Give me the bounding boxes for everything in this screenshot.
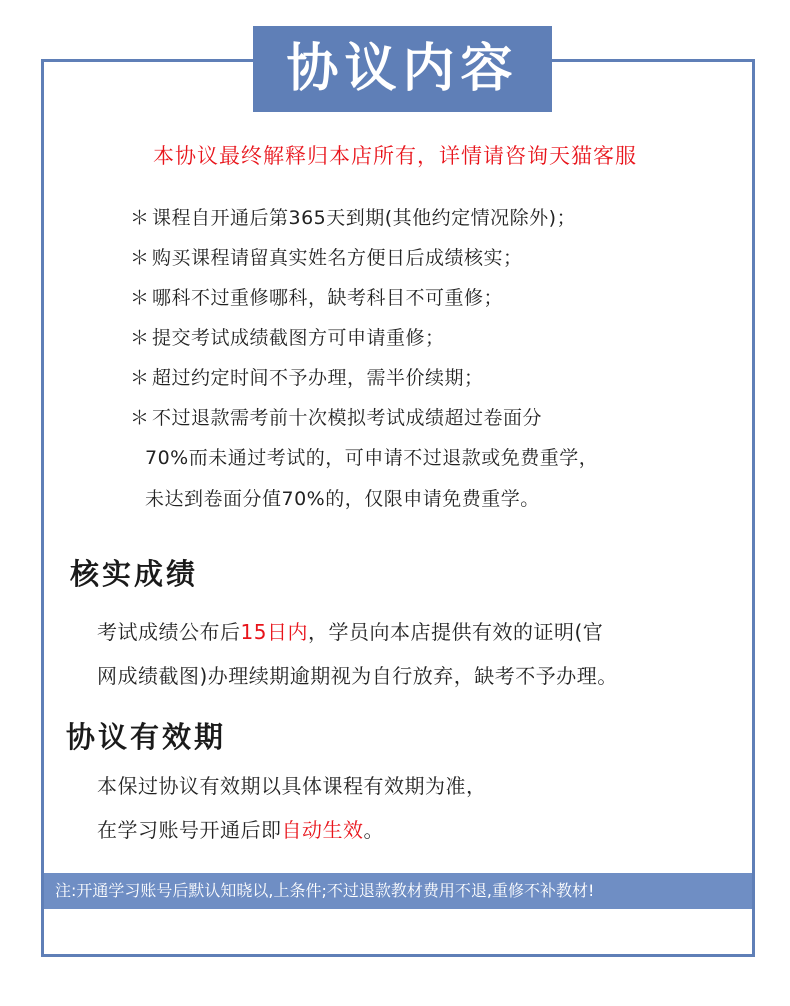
verify-line-1: 考试成绩公布后15日内，学员向本店提供有效的证明(官 xyxy=(97,620,604,644)
validity-line-2: 在学习账号开通后即自动生效。 xyxy=(97,818,384,842)
list-item xyxy=(130,358,598,398)
term-text: 超过约定时间不予办理，需半价续期； xyxy=(152,367,484,389)
term-continuation: 70%而未通过考试的，可申请不过退款或免费重学， xyxy=(145,447,599,469)
verify-paragraph xyxy=(97,610,618,698)
validity-line-1: 本保过协议有效期以具体课程有效期为准， xyxy=(97,774,487,798)
asterisk-icon: ＊ xyxy=(130,327,150,349)
verify-line-2: 网成绩截图)办理续期逾期视为自行放弃，缺考不予办理。 xyxy=(97,664,618,688)
list-item xyxy=(130,238,598,278)
asterisk-icon: ＊ xyxy=(130,247,150,269)
list-item xyxy=(130,198,598,238)
term-text: 购买课程请留真实姓名方便日后成绩核实； xyxy=(152,247,523,269)
term-text: 不过退款需考前十次模拟考试成绩超过卷面分 xyxy=(152,407,543,429)
list-item xyxy=(130,398,598,438)
footer-note: 注:开通学习账号后默认知晓以,上条件;不过退款教材费用不退,重修不补教材! xyxy=(44,873,752,909)
validity-section-title: 协议有效期 xyxy=(66,720,227,754)
verify-section-title: 核实成绩 xyxy=(70,557,199,591)
term-text: 提交考试成绩截图方可申请重修； xyxy=(152,327,445,349)
validity-paragraph xyxy=(97,764,487,852)
asterisk-icon: ＊ xyxy=(130,287,150,309)
asterisk-icon: ＊ xyxy=(130,207,150,229)
term-continuation: 未达到卷面分值70%的，仅限申请免费重学。 xyxy=(145,488,540,510)
page-title: 协议内容 xyxy=(253,26,552,112)
notice-text: 本协议最终解释归本店所有，详情请咨询天猫客服 xyxy=(153,144,637,168)
asterisk-icon: ＊ xyxy=(130,367,150,389)
highlight-text: 15日内 xyxy=(240,620,308,644)
list-item xyxy=(130,318,598,358)
asterisk-icon: ＊ xyxy=(130,407,150,429)
term-text: 哪科不过重修哪科，缺考科目不可重修； xyxy=(152,287,504,309)
term-text: 课程自开通后第365天到期(其他约定情况除外)； xyxy=(152,207,577,229)
highlight-text: 自动生效 xyxy=(281,818,364,842)
terms-list xyxy=(130,198,598,520)
list-item xyxy=(130,278,598,318)
